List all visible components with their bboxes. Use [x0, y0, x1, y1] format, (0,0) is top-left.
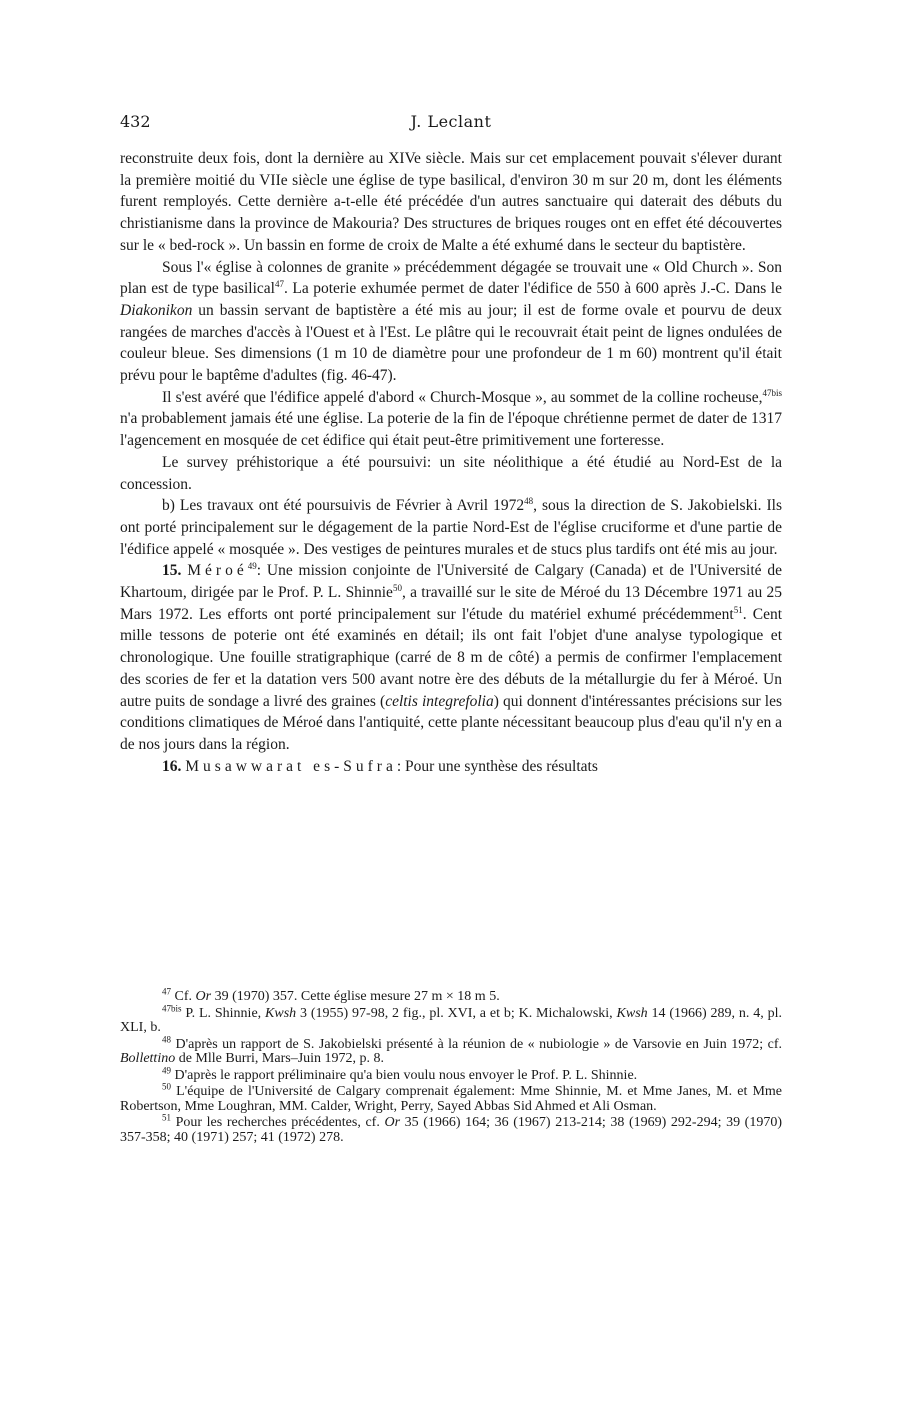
section-title: Musawwarat es-Sufra: [185, 757, 397, 775]
footnote-49: [120, 1064, 782, 1084]
page-number: 432: [120, 112, 151, 131]
running-head: J. Leclant: [410, 112, 492, 131]
text: 35 (1966) 164; 36 (1967) 213-214; 38 (1969) 292-294; 39 (1970) 357-358; 40 (1971) 257; 41 (1972) 278.: [120, 1115, 782, 1145]
paragraph-2: [120, 257, 782, 387]
footnote-ref-47[interactable]: 47: [274, 279, 284, 290]
footnote-ref-48[interactable]: 48: [524, 496, 534, 507]
paragraph-5: [120, 495, 782, 560]
section-number: 16.: [162, 757, 182, 775]
italic-term: celtis integrefolia: [385, 692, 494, 710]
italic-abbrev: Kwsh: [616, 1005, 648, 1021]
italic-term: Diakonikon: [120, 301, 193, 319]
text: D'après un rapport de S. Jakobielski présenté à la réunion de « nubiologie » de Varsovie en Juin 1972; cf.: [175, 1036, 782, 1052]
footnote-50: [120, 1081, 782, 1114]
footnote-51: [120, 1112, 782, 1145]
main-text: [120, 148, 782, 777]
text: , sous la direction de S. Jakobielski. Ils ont porté principalement sur le dégagement de la partie Nord-Est de l'église cruciforme et d'une partie de l'édifice appelé « mosquée ». Des vestiges de peintures murales et de stucs plus tardifs ont été mis au jour.: [120, 497, 782, 558]
italic-abbrev: Or: [384, 1115, 401, 1130]
text: b) Les travaux ont été poursuivis de Février à Avril 1972: [162, 497, 525, 515]
footnote-number: 48: [162, 1033, 171, 1044]
page-header: [120, 112, 782, 136]
text: : Une mission conjointe de l'Université de Calgary (Canada) et de l'Université de Khartoum, dirigée par le Prof. P. L. Shinnie: [120, 562, 783, 602]
footnote-number: 49: [162, 1064, 171, 1075]
text: ) qui donnent d'intéressantes précisions sur les conditions climatiques de Méroé dans l'antiquité, cette plante nécessitant beaucoup plus d'eau qu'il n'y en a de nos jours dans la région.: [120, 692, 782, 753]
text: un bassin servant de baptistère a été mis au jour; il est de forme ovale et pourvu de deux rangées de marches d'accès à l'Ouest et à l'Est. Le plâtre qui le recouvrait était peint de lignes ondulées de couleur bleue. Ses dimensions (1 m 10 de diamètre pour une profondeur de 1 m 60) montrent qu'il était prévu pour le baptême d'adultes (fig. 46-47).: [120, 301, 782, 385]
footnote-ref-47bis[interactable]: 47bis: [762, 387, 782, 398]
section-number: 15.: [162, 562, 182, 580]
italic-abbrev: Bollettino: [120, 1051, 176, 1066]
footnote-number: 47bis: [162, 1002, 182, 1013]
text: n'a probablement jamais été une église. La poterie de la fin de l'époque chrétienne permet de dater de 1317 l'agencement en mosquée de cet édifice qui était peut-être primitivement une forteresse.: [120, 410, 782, 450]
italic-abbrev: Kwsh: [265, 1005, 297, 1021]
footnote-ref-49[interactable]: 49: [247, 561, 257, 572]
text: Pour les recherches précédentes, cf.: [175, 1115, 385, 1130]
paragraph-6: [120, 560, 782, 755]
footnote-47bis: [120, 1002, 782, 1036]
text: Cf.: [174, 989, 196, 1004]
footnote-number: 51: [162, 1112, 171, 1123]
section-title: Méroé: [187, 562, 248, 580]
text: , a travaillé sur le site de Méroé du 13 Décembre 1971 au 25 Mars 1972. Les efforts ont porté principalement sur l'étude du matériel exhumé précédemment: [120, 584, 782, 623]
text: Sous l'« église à colonnes de granite » précédemment dégagée se trouvait une « Old Church ». Son plan est de type basilical: [120, 258, 782, 298]
text: P. L. Shinnie,: [185, 1005, 266, 1021]
paragraph-3: [120, 387, 782, 452]
footnote-number: 47: [162, 986, 171, 997]
text: D'après le rapport préliminaire qu'a bien voulu nous envoyer le Prof. P. L. Shinnie.: [174, 1067, 638, 1083]
footnote-48: [120, 1033, 782, 1067]
text: L'équipe de l'Université de Calgary comprenait également: Mme Shinnie, M. et Mme Janes, M. et Mme Robertson, Mme Loughran, MM. Calder, Wright, Perry, Sayed Abbas Sid Ahmed et Ali Osman.: [120, 1084, 782, 1114]
text: : Pour une synthèse des résultats: [396, 757, 598, 775]
footnote-47: [120, 986, 782, 1005]
text: . Cent mille tessons de poterie ont été examinés en détail; ils ont fait l'objet d'une analyse typologique et chronologique. Une fouille stratigraphique (carré de 8 m de côté) a permis de confirmer l'emplacement des scories de fer et la datation vers 500 avant notre ère des débuts de la métallurgie du fer à Méroé. Un autre puits de sondage a livré des graines (: [120, 605, 783, 710]
text: Il s'est avéré que l'édifice appelé d'abord « Church-Mosque », au sommet de la colline rocheuse,: [162, 388, 763, 406]
text: 39 (1970) 357. Cette église mesure 27 m × 18 m 5.: [211, 989, 500, 1004]
text: de Mlle Burri, Mars–Juin 1972, p. 8.: [175, 1051, 385, 1066]
text: 14 (1966) 289, n. 4, pl. XLI, b.: [120, 1005, 782, 1035]
footnote-ref-50[interactable]: 50: [392, 582, 402, 593]
footnote-number: 50: [162, 1081, 171, 1092]
paragraph-4: Le survey préhistorique a été poursuivi: un site néolithique a été étudié au Nord-Est de la concession.: [120, 453, 782, 493]
footnotes: [120, 986, 782, 1147]
text: 3 (1955) 97-98, 2 fig., pl. XVI, a et b; K. Michalowski,: [296, 1005, 617, 1021]
italic-abbrev: Or: [195, 989, 212, 1004]
paragraph-7: [120, 756, 782, 778]
paragraph-1: reconstruite deux fois, dont la dernière au XIVe siècle. Mais sur cet emplacement pouvait s'élever durant la première moitié du VIIe siècle une église de type basilical, d'environ 30 m sur 20 m, dont les éléments furent remployés. Cette dernière a-t-elle été précédée d'un autres sanctuaire qui daterait des débuts du christianisme dans la province de Makouria? Des structures de briques rouges ont en effet été découvertes sur le « bed-rock ». Un bassin en forme de croix de Malte a été exhumé dans le secteur du baptistère.: [120, 150, 782, 254]
text: . La poterie exhumée permet de dater l'édifice de 550 à 600 après J.-C. Dans le: [283, 280, 782, 298]
footnote-ref-51[interactable]: 51: [733, 604, 743, 615]
